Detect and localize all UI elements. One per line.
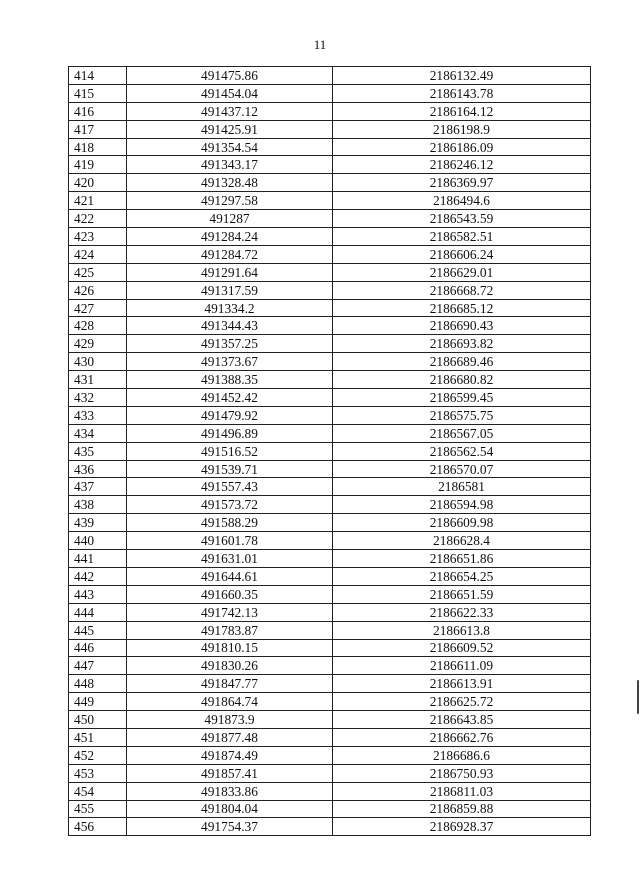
- x-coordinate-cell: 491334.2: [127, 299, 333, 317]
- y-coordinate-cell: 2186562.54: [333, 442, 591, 460]
- x-coordinate-cell: 491631.01: [127, 550, 333, 568]
- point-number-cell: 447: [69, 657, 127, 675]
- x-coordinate-cell: 491475.86: [127, 67, 333, 85]
- point-number-cell: 423: [69, 228, 127, 246]
- table-row: [69, 639, 591, 657]
- x-coordinate-cell: 491388.35: [127, 371, 333, 389]
- point-number-cell: 442: [69, 567, 127, 585]
- x-coordinate-cell: 491810.15: [127, 639, 333, 657]
- y-coordinate-cell: 2186581: [333, 478, 591, 496]
- table-row: [69, 210, 591, 228]
- point-number-cell: 426: [69, 281, 127, 299]
- table-row: [69, 764, 591, 782]
- table-row: [69, 746, 591, 764]
- x-coordinate-cell: 491783.87: [127, 621, 333, 639]
- point-number-cell: 417: [69, 120, 127, 138]
- point-number-cell: 418: [69, 138, 127, 156]
- table-row: [69, 800, 591, 818]
- table-row: [69, 406, 591, 424]
- point-number-cell: 430: [69, 353, 127, 371]
- x-coordinate-cell: 491516.52: [127, 442, 333, 460]
- coordinates-table: [68, 66, 591, 836]
- y-coordinate-cell: 2186164.12: [333, 102, 591, 120]
- point-number-cell: 432: [69, 389, 127, 407]
- x-coordinate-cell: 491291.64: [127, 263, 333, 281]
- x-coordinate-cell: 491847.77: [127, 675, 333, 693]
- y-coordinate-cell: 2186198.9: [333, 120, 591, 138]
- table-row: [69, 657, 591, 675]
- point-number-cell: 449: [69, 693, 127, 711]
- y-coordinate-cell: 2186611.09: [333, 657, 591, 675]
- y-coordinate-cell: 2186570.07: [333, 460, 591, 478]
- point-number-cell: 416: [69, 102, 127, 120]
- x-coordinate-cell: 491343.17: [127, 156, 333, 174]
- point-number-cell: 456: [69, 818, 127, 836]
- y-coordinate-cell: 2186811.03: [333, 782, 591, 800]
- table-row: [69, 532, 591, 550]
- y-coordinate-cell: 2186186.09: [333, 138, 591, 156]
- point-number-cell: 435: [69, 442, 127, 460]
- x-coordinate-cell: 491317.59: [127, 281, 333, 299]
- table-row: [69, 460, 591, 478]
- table-row: [69, 317, 591, 335]
- point-number-cell: 419: [69, 156, 127, 174]
- table-row: [69, 818, 591, 836]
- table-row: [69, 67, 591, 85]
- point-number-cell: 414: [69, 67, 127, 85]
- x-coordinate-cell: 491284.72: [127, 245, 333, 263]
- y-coordinate-cell: 2186594.98: [333, 496, 591, 514]
- table-row: [69, 621, 591, 639]
- y-coordinate-cell: 2186606.24: [333, 245, 591, 263]
- x-coordinate-cell: 491454.04: [127, 84, 333, 102]
- y-coordinate-cell: 2186750.93: [333, 764, 591, 782]
- table-row: [69, 693, 591, 711]
- table-row: [69, 102, 591, 120]
- y-coordinate-cell: 2186369.97: [333, 174, 591, 192]
- x-coordinate-cell: 491833.86: [127, 782, 333, 800]
- y-coordinate-cell: 2186629.01: [333, 263, 591, 281]
- x-coordinate-cell: 491601.78: [127, 532, 333, 550]
- table-row: [69, 138, 591, 156]
- y-coordinate-cell: 2186680.82: [333, 371, 591, 389]
- y-coordinate-cell: 2186625.72: [333, 693, 591, 711]
- x-coordinate-cell: 491344.43: [127, 317, 333, 335]
- table-row: [69, 550, 591, 568]
- table-row: [69, 156, 591, 174]
- table-row: [69, 120, 591, 138]
- point-number-cell: 422: [69, 210, 127, 228]
- x-coordinate-cell: 491373.67: [127, 353, 333, 371]
- x-coordinate-cell: 491742.13: [127, 603, 333, 621]
- y-coordinate-cell: 2186143.78: [333, 84, 591, 102]
- table-row: [69, 478, 591, 496]
- y-coordinate-cell: 2186609.98: [333, 514, 591, 532]
- point-number-cell: 446: [69, 639, 127, 657]
- y-coordinate-cell: 2186651.59: [333, 585, 591, 603]
- table-row: [69, 228, 591, 246]
- point-number-cell: 421: [69, 192, 127, 210]
- y-coordinate-cell: 2186690.43: [333, 317, 591, 335]
- point-number-cell: 440: [69, 532, 127, 550]
- point-number-cell: 444: [69, 603, 127, 621]
- table-row: [69, 84, 591, 102]
- y-coordinate-cell: 2186609.52: [333, 639, 591, 657]
- x-coordinate-cell: 491539.71: [127, 460, 333, 478]
- x-coordinate-cell: 491644.61: [127, 567, 333, 585]
- y-coordinate-cell: 2186859.88: [333, 800, 591, 818]
- x-coordinate-cell: 491354.54: [127, 138, 333, 156]
- point-number-cell: 452: [69, 746, 127, 764]
- x-coordinate-cell: 491452.42: [127, 389, 333, 407]
- y-coordinate-cell: 2186651.86: [333, 550, 591, 568]
- table-row: [69, 728, 591, 746]
- table-row: [69, 496, 591, 514]
- point-number-cell: 428: [69, 317, 127, 335]
- table-row: [69, 389, 591, 407]
- x-coordinate-cell: 491297.58: [127, 192, 333, 210]
- point-number-cell: 438: [69, 496, 127, 514]
- y-coordinate-cell: 2186575.75: [333, 406, 591, 424]
- y-coordinate-cell: 2186494.6: [333, 192, 591, 210]
- y-coordinate-cell: 2186613.91: [333, 675, 591, 693]
- x-coordinate-cell: 491873.9: [127, 711, 333, 729]
- point-number-cell: 436: [69, 460, 127, 478]
- point-number-cell: 451: [69, 728, 127, 746]
- x-coordinate-cell: 491864.74: [127, 693, 333, 711]
- x-coordinate-cell: 491874.49: [127, 746, 333, 764]
- point-number-cell: 424: [69, 245, 127, 263]
- y-coordinate-cell: 2186668.72: [333, 281, 591, 299]
- table-row: [69, 371, 591, 389]
- table-row: [69, 567, 591, 585]
- x-coordinate-cell: 491479.92: [127, 406, 333, 424]
- page-number: 11: [313, 37, 327, 52]
- x-coordinate-cell: 491877.48: [127, 728, 333, 746]
- y-coordinate-cell: 2186928.37: [333, 818, 591, 836]
- y-coordinate-cell: 2186685.12: [333, 299, 591, 317]
- point-number-cell: 448: [69, 675, 127, 693]
- point-number-cell: 429: [69, 335, 127, 353]
- y-coordinate-cell: 2186613.8: [333, 621, 591, 639]
- table-row: [69, 353, 591, 371]
- x-coordinate-cell: 491660.35: [127, 585, 333, 603]
- x-coordinate-cell: 491830.26: [127, 657, 333, 675]
- x-coordinate-cell: 491804.04: [127, 800, 333, 818]
- point-number-cell: 453: [69, 764, 127, 782]
- x-coordinate-cell: 491857.41: [127, 764, 333, 782]
- point-number-cell: 455: [69, 800, 127, 818]
- y-coordinate-cell: 2186543.59: [333, 210, 591, 228]
- point-number-cell: 441: [69, 550, 127, 568]
- table-row: [69, 442, 591, 460]
- x-coordinate-cell: 491557.43: [127, 478, 333, 496]
- point-number-cell: 415: [69, 84, 127, 102]
- table-row: [69, 299, 591, 317]
- x-coordinate-cell: 491328.48: [127, 174, 333, 192]
- table-row: [69, 263, 591, 281]
- y-coordinate-cell: 2186689.46: [333, 353, 591, 371]
- x-coordinate-cell: 491287: [127, 210, 333, 228]
- x-coordinate-cell: 491588.29: [127, 514, 333, 532]
- table-row: [69, 424, 591, 442]
- x-coordinate-cell: 491425.91: [127, 120, 333, 138]
- point-number-cell: 433: [69, 406, 127, 424]
- y-coordinate-cell: 2186654.25: [333, 567, 591, 585]
- y-coordinate-cell: 2186662.76: [333, 728, 591, 746]
- y-coordinate-cell: 2186582.51: [333, 228, 591, 246]
- y-coordinate-cell: 2186132.49: [333, 67, 591, 85]
- point-number-cell: 450: [69, 711, 127, 729]
- x-coordinate-cell: 491437.12: [127, 102, 333, 120]
- y-coordinate-cell: 2186628.4: [333, 532, 591, 550]
- point-number-cell: 445: [69, 621, 127, 639]
- y-coordinate-cell: 2186643.85: [333, 711, 591, 729]
- y-coordinate-cell: 2186246.12: [333, 156, 591, 174]
- table-row: [69, 192, 591, 210]
- table-row: [69, 281, 591, 299]
- y-coordinate-cell: 2186693.82: [333, 335, 591, 353]
- scan-mark: [637, 680, 639, 714]
- x-coordinate-cell: 491754.37: [127, 818, 333, 836]
- point-number-cell: 443: [69, 585, 127, 603]
- point-number-cell: 425: [69, 263, 127, 281]
- table-row: [69, 603, 591, 621]
- table-row: [69, 174, 591, 192]
- point-number-cell: 434: [69, 424, 127, 442]
- x-coordinate-cell: 491573.72: [127, 496, 333, 514]
- table-row: [69, 711, 591, 729]
- x-coordinate-cell: 491357.25: [127, 335, 333, 353]
- x-coordinate-cell: 491496.89: [127, 424, 333, 442]
- point-number-cell: 431: [69, 371, 127, 389]
- point-number-cell: 439: [69, 514, 127, 532]
- point-number-cell: 427: [69, 299, 127, 317]
- y-coordinate-cell: 2186686.6: [333, 746, 591, 764]
- y-coordinate-cell: 2186622.33: [333, 603, 591, 621]
- table-row: [69, 514, 591, 532]
- table-row: [69, 335, 591, 353]
- table-row: [69, 782, 591, 800]
- point-number-cell: 454: [69, 782, 127, 800]
- coordinates-table-body: [69, 67, 591, 836]
- y-coordinate-cell: 2186567.05: [333, 424, 591, 442]
- point-number-cell: 437: [69, 478, 127, 496]
- point-number-cell: 420: [69, 174, 127, 192]
- y-coordinate-cell: 2186599.45: [333, 389, 591, 407]
- table-row: [69, 585, 591, 603]
- table-row: [69, 675, 591, 693]
- table-row: [69, 245, 591, 263]
- x-coordinate-cell: 491284.24: [127, 228, 333, 246]
